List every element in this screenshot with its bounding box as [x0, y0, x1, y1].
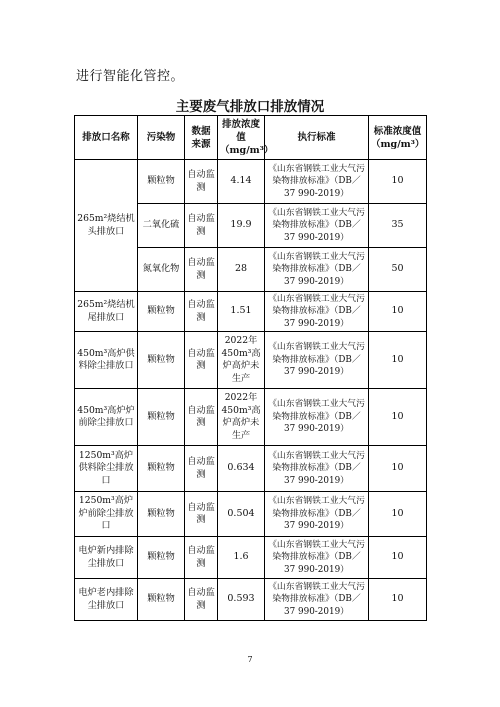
source-cell: 自动监测 — [185, 389, 218, 446]
emissions-table — [74, 115, 427, 621]
source-cell: 自动监测 — [185, 292, 218, 332]
header-concentration: 排放浓度值（mg/m³） — [218, 116, 265, 160]
table-row — [75, 492, 427, 537]
header-standard: 执行标准 — [265, 116, 369, 160]
table-row — [75, 332, 427, 389]
header-outlet: 排放口名称 — [75, 116, 138, 160]
source-cell: 自动监测 — [185, 248, 218, 292]
value-cell: 4.14 — [218, 160, 265, 204]
pollutant-cell: 颗粒物 — [138, 579, 185, 621]
header-pollutant: 污染物 — [138, 116, 185, 160]
limit-cell: 10 — [369, 537, 427, 579]
header-limit: 标准浓度值（mg/m³） — [369, 116, 427, 160]
pollutant-cell: 颗粒物 — [138, 446, 185, 492]
outlet-cell: 265m²烧结机头排放口 — [75, 160, 138, 292]
standard-cell: 《山东省钢铁工业大气污染物排放标准》（DB／37 990-2019） — [265, 389, 369, 446]
table-row — [75, 537, 427, 579]
limit-cell: 10 — [369, 160, 427, 204]
standard-cell: 《山东省钢铁工业大气污染物排放标准》（DB／37 990-2019） — [265, 579, 369, 621]
limit-cell: 10 — [369, 389, 427, 446]
pollutant-cell: 颗粒物 — [138, 389, 185, 446]
standard-cell: 《山东省钢铁工业大气污染物排放标准》（DB／37 990-2019） — [265, 332, 369, 389]
pollutant-cell: 颗粒物 — [138, 492, 185, 537]
table-row — [75, 579, 427, 621]
intro-text: 进行智能化管控。 — [76, 69, 185, 84]
outlet-cell: 电炉老内排除尘排放口 — [75, 579, 138, 621]
limit-cell: 35 — [369, 204, 427, 248]
value-cell: 1.6 — [218, 537, 265, 579]
source-cell: 自动监测 — [185, 332, 218, 389]
limit-cell: 10 — [369, 579, 427, 621]
value-cell: 28 — [218, 248, 265, 292]
value-cell: 2022年450m³高炉高炉未生产 — [218, 389, 265, 446]
source-cell: 自动监测 — [185, 579, 218, 621]
outlet-cell: 1250m³高炉供料除尘排放口 — [75, 446, 138, 492]
table-row — [75, 292, 427, 332]
value-cell: 19.9 — [218, 204, 265, 248]
value-cell: 1.51 — [218, 292, 265, 332]
table-row — [75, 389, 427, 446]
pollutant-cell: 颗粒物 — [138, 332, 185, 389]
outlet-cell: 450m³高炉炉前除尘排放口 — [75, 389, 138, 446]
standard-cell: 《山东省钢铁工业大气污染物排放标准》（DB／37 990-2019） — [265, 204, 369, 248]
value-cell: 0.504 — [218, 492, 265, 537]
pollutant-cell: 颗粒物 — [138, 160, 185, 204]
table-title: 主要废气排放口排放情况 — [175, 99, 325, 115]
source-cell: 自动监测 — [185, 160, 218, 204]
source-cell: 自动监测 — [185, 492, 218, 537]
outlet-cell: 265m²烧结机尾排放口 — [75, 292, 138, 332]
outlet-cell: 450m³高炉供料除尘排放口 — [75, 332, 138, 389]
pollutant-cell: 氮氧化物 — [138, 248, 185, 292]
pollutant-cell: 颗粒物 — [138, 292, 185, 332]
standard-cell: 《山东省钢铁工业大气污染物排放标准》（DB／37 990-2019） — [265, 292, 369, 332]
pollutant-cell: 二氧化硫 — [138, 204, 185, 248]
pollutant-cell: 颗粒物 — [138, 537, 185, 579]
standard-cell: 《山东省钢铁工业大气污染物排放标准》（DB／37 990-2019） — [265, 537, 369, 579]
table-row — [75, 160, 427, 204]
table-row — [75, 446, 427, 492]
standard-cell: 《山东省钢铁工业大气污染物排放标准》（DB／37 990-2019） — [265, 160, 369, 204]
limit-cell: 50 — [369, 248, 427, 292]
value-cell: 0.593 — [218, 579, 265, 621]
standard-cell: 《山东省钢铁工业大气污染物排放标准》（DB／37 990-2019） — [265, 446, 369, 492]
source-cell: 自动监测 — [185, 204, 218, 248]
header-source: 数据来源 — [185, 116, 218, 160]
value-cell: 2022年450m³高炉高炉未生产 — [218, 332, 265, 389]
source-cell: 自动监测 — [185, 537, 218, 579]
limit-cell: 10 — [369, 292, 427, 332]
standard-cell: 《山东省钢铁工业大气污染物排放标准》（DB／37 990-2019） — [265, 248, 369, 292]
standard-cell: 《山东省钢铁工业大气污染物排放标准》（DB／37 990-2019） — [265, 492, 369, 537]
limit-cell: 10 — [369, 332, 427, 389]
outlet-cell: 电炉新内排除尘排放口 — [75, 537, 138, 579]
limit-cell: 10 — [369, 492, 427, 537]
source-cell: 自动监测 — [185, 446, 218, 492]
outlet-cell: 1250m³高炉炉前除尘排放口 — [75, 492, 138, 537]
value-cell: 0.634 — [218, 446, 265, 492]
page-number: 7 — [247, 655, 253, 664]
limit-cell: 10 — [369, 446, 427, 492]
